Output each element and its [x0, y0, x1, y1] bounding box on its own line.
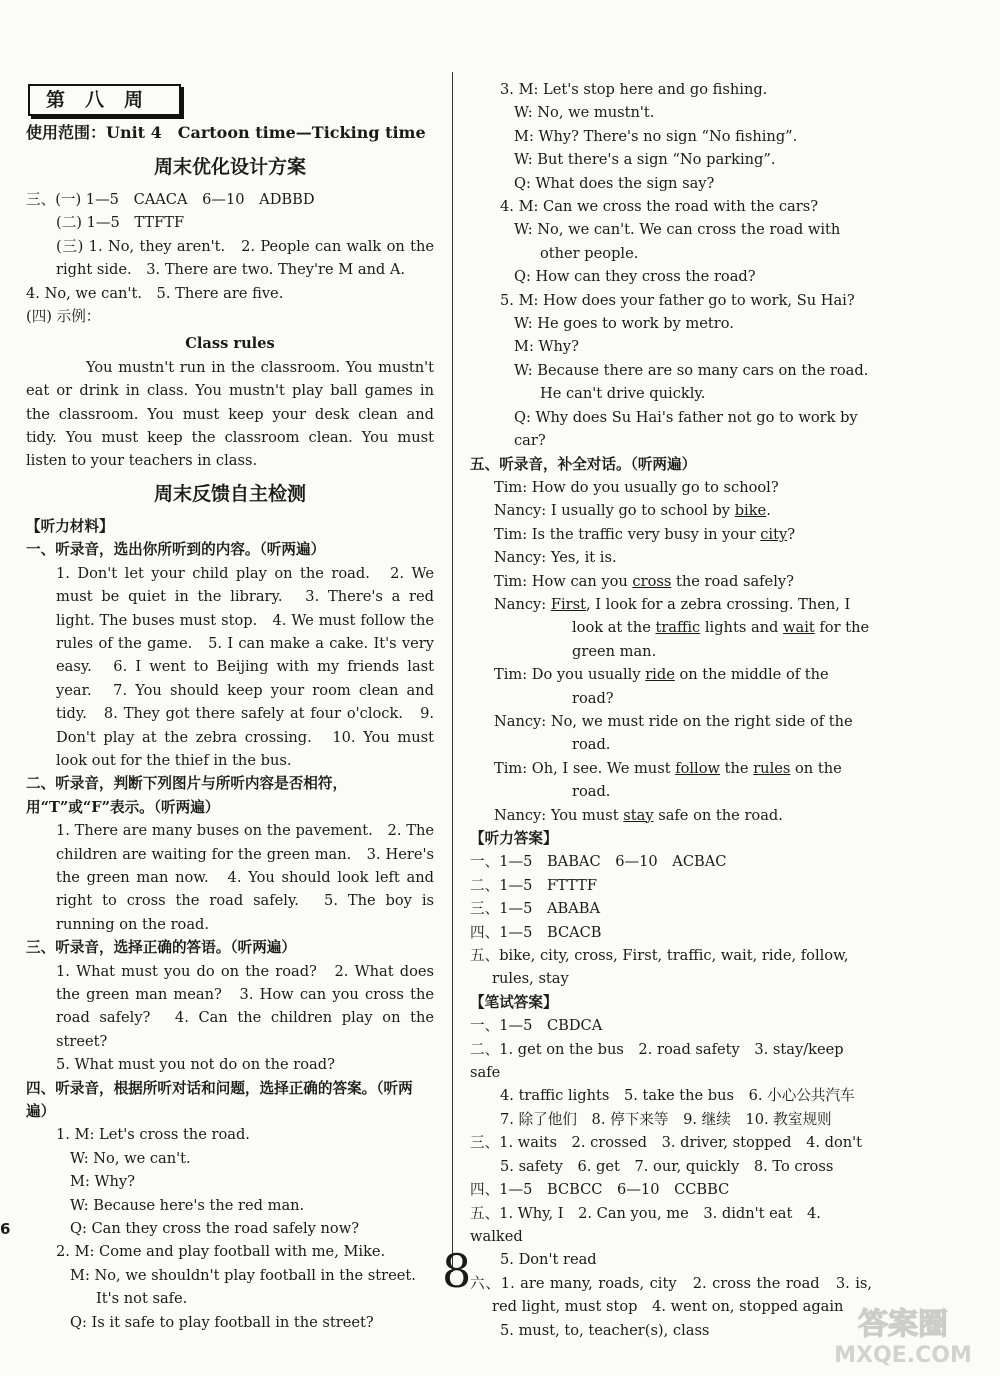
- dialogue-line: M: No, we shouldn't play football in the street. It's not safe.: [70, 1266, 416, 1308]
- conversation-line: Nancy: Yes, it is.: [494, 549, 617, 567]
- listening-material-label: 【听力材料】: [26, 517, 114, 535]
- question-text: 1. What must you do on the road? 2. What does the green man mean? 3. How can you cross the road safely? 4. Can the children play on the street?: [56, 962, 434, 1050]
- dialogue-line: Q: Can they cross the road safely now?: [70, 1220, 360, 1238]
- week-label: 第八周: [28, 84, 181, 116]
- dialogue-line: 3. M: Let's stop here and go fishing.: [500, 81, 768, 98]
- column-divider: [452, 72, 453, 1272]
- answer-line: 三、1—5 ABABA: [470, 900, 601, 918]
- scope-line: 使用范围：Unit 4 Cartoon time—Ticking time: [26, 123, 426, 142]
- left-column: [26, 78, 434, 1334]
- dialogue-line: Q: Is it safe to play football in the street?: [70, 1313, 374, 1331]
- written-answers-label: 【笔试答案】: [470, 993, 558, 1011]
- dialogue-line: W: No, we can't.: [70, 1149, 191, 1167]
- dialogue-line: 1. M: Let's cross the road.: [56, 1126, 250, 1144]
- right-column: [470, 78, 872, 1342]
- conversation-line: Tim: How do you usually go to school?: [494, 478, 779, 496]
- dialogue-line: Q: What does the sign say?: [514, 174, 715, 192]
- listening-answers-label: 【听力答案】: [470, 830, 558, 847]
- blank-answer: wait: [783, 619, 815, 637]
- page-number: 6: [0, 1220, 11, 1238]
- dialogue-line: 4. M: Can we cross the road with the cars?: [500, 198, 819, 216]
- dialogue-line: W: He goes to work by metro.: [514, 315, 734, 333]
- blank-answer: stay: [623, 806, 654, 824]
- essay-title: Class rules: [185, 335, 275, 353]
- question-heading: 四、听录音，根据所听对话和问题，选择正确的答案。（听两遍）: [26, 1079, 413, 1121]
- conversation-line: Nancy: I usually go to school by bike.: [494, 502, 771, 520]
- answer-line: 5. Don't read: [500, 1251, 597, 1269]
- blank-answer: cross: [632, 572, 672, 590]
- question-heading: 一、听录音，选出你所听到的内容。（听两遍）: [26, 541, 326, 559]
- blank-answer: follow: [675, 759, 721, 777]
- question-heading: 三、听录音，选择正确的答语。（听两遍）: [26, 939, 296, 957]
- question-heading: 五、听录音，补全对话。（听两遍）: [470, 455, 697, 473]
- blank-answer: ride: [645, 666, 675, 684]
- dialogue-line: M: Why?: [514, 338, 579, 356]
- watermark-bottom-text: MXQE.COM: [834, 1343, 972, 1368]
- conversation-line: Nancy: You must stay safe on the road.: [494, 806, 783, 824]
- dialogue-line: W: Because here's the red man.: [70, 1196, 305, 1214]
- answer-line: 三、1. waits 2. crossed 3. driver, stopped 4. don't: [470, 1134, 863, 1152]
- question-heading: 二、听录音，判断下列图片与所听内容是否相符，用“T”或“F”表示。（听两遍）: [26, 775, 348, 816]
- dialogue-line: Q: How can they cross the road?: [514, 268, 756, 286]
- conversation-line: Tim: Is the traffic very busy in your city?: [494, 525, 796, 543]
- blank-answer: traffic: [655, 619, 701, 637]
- answer-line: 二、1—5 FTTTF: [470, 876, 597, 894]
- conversation-line: Nancy: First, I look for a zebra crossing. Then, I look at the traffic lights and wait for the green man.: [494, 595, 870, 660]
- question-text: 5. What must you not do on the road?: [56, 1056, 335, 1074]
- answer-line: 四、1—5 BCACB: [470, 923, 602, 941]
- answer-line: 5. must, to, teacher(s), class: [500, 1321, 710, 1339]
- answer-line: 四、1—5 BCBCC 6—10 CCBBC: [470, 1181, 730, 1199]
- dialogue-line: W: But there's a sign “No parking”.: [514, 151, 776, 169]
- watermark-top-text: 答案圈: [858, 1307, 948, 1342]
- dialogue-line: Q: Why does Su Hai's father not go to work by car?: [514, 408, 858, 450]
- watermark-logo: [818, 1300, 988, 1370]
- answer-line: 一、1—5 BABAC 6—10 ACBAC: [470, 853, 727, 871]
- answer-line: 五、bike, city, cross, First, traffic, wait, ride, follow, rules, stay: [470, 947, 849, 988]
- answer-line: (二) 1—5 TTFTF: [56, 214, 185, 232]
- essay-text: You mustn't run in the classroom. You mustn't eat or drink in class. You mustn't play ball games in the classroom. You must keep your desk clean and tidy. You must keep the classroom clean. You must listen to your teachers in class.: [26, 358, 434, 470]
- dialogue-line: 2. M: Come and play football with me, Mike.: [56, 1243, 386, 1261]
- conversation-line: Nancy: No, we must ride on the right side of the road.: [494, 712, 853, 754]
- answer-line: 五、1. Why, I 2. Can you, me 3. didn't eat 4. walked: [470, 1204, 821, 1245]
- blank-answer: rules: [753, 759, 791, 777]
- question-text: 1. There are many buses on the pavement. 2. The children are waiting for the green man. 3. Here's the green man now. 4. You should look left and right to cross the road safely. 5. The boy is running on the road.: [56, 822, 434, 933]
- section-title-design: 周末优化设计方案: [153, 156, 306, 178]
- answer-line: 4. No, we can't. 5. There are five.: [26, 284, 284, 302]
- section-title-check: 周末反馈自主检测: [153, 482, 306, 505]
- answer-line: 六、1. are many, roads, city 2. cross the road 3. is, red light, must stop 4. went on, stopped again: [470, 1274, 872, 1316]
- answer-line: (三) 1. No, they aren't. 2. People can walk on the right side. 3. There are two. They're M and A.: [56, 237, 434, 279]
- blank-answer: bike: [734, 502, 767, 520]
- answer-line: (四) 示例：: [26, 308, 101, 326]
- dialogue-line: M: Why?: [70, 1173, 135, 1191]
- question-text: 1. Don't let your child play on the road. 2. We must be quiet in the library. 3. There's a red light. The buses must stop. 4. We must follow the rules of the game. 5. I can make a cake. It's very easy. 6. I went to Beijing with my friends last year. 7. You should keep your room clean and tidy. 8. They got there safely at four o'clock. 9. Don't play at the zebra crossing. 10. You must look out for the thief in the bus.: [56, 564, 434, 769]
- answer-line: 4. traffic lights 5. take the bus 6. 小心公共汽车: [500, 1087, 855, 1105]
- conversation-line: Tim: How can you cross the road safely?: [494, 572, 794, 590]
- blank-answer: First: [550, 595, 586, 613]
- dialogue-line: W: No, we mustn't.: [514, 104, 655, 122]
- answer-line: 5. safety 6. get 7. our, quickly 8. To cross: [500, 1157, 834, 1175]
- answer-line: 二、1. get on the bus 2. road safety 3. stay/keep safe: [470, 1040, 844, 1082]
- answer-line: 7. 除了他们 8. 停下来等 9. 继续 10. 教室规则: [500, 1110, 832, 1128]
- dialogue-line: 5. M: How does your father go to work, Su Hai?: [500, 291, 855, 309]
- answer-line: 一、1—5 CBDCA: [470, 1017, 603, 1035]
- dialogue-line: M: Why? There's no sign “No fishing”.: [514, 127, 798, 145]
- blank-answer: city: [760, 525, 788, 543]
- answer-line: 三、(一) 1—5 CAACA 6—10 ADBBD: [26, 191, 315, 208]
- dialogue-line: W: Because there are so many cars on the road. He can't drive quickly.: [514, 361, 869, 403]
- conversation-line: Tim: Do you usually ride on the middle of the road?: [494, 666, 829, 707]
- conversation-line: Tim: Oh, I see. We must follow the rules on the road.: [494, 759, 842, 801]
- dialogue-line: W: No, we can't. We can cross the road with other people.: [514, 221, 841, 262]
- handwritten-mark: 8: [442, 1244, 472, 1298]
